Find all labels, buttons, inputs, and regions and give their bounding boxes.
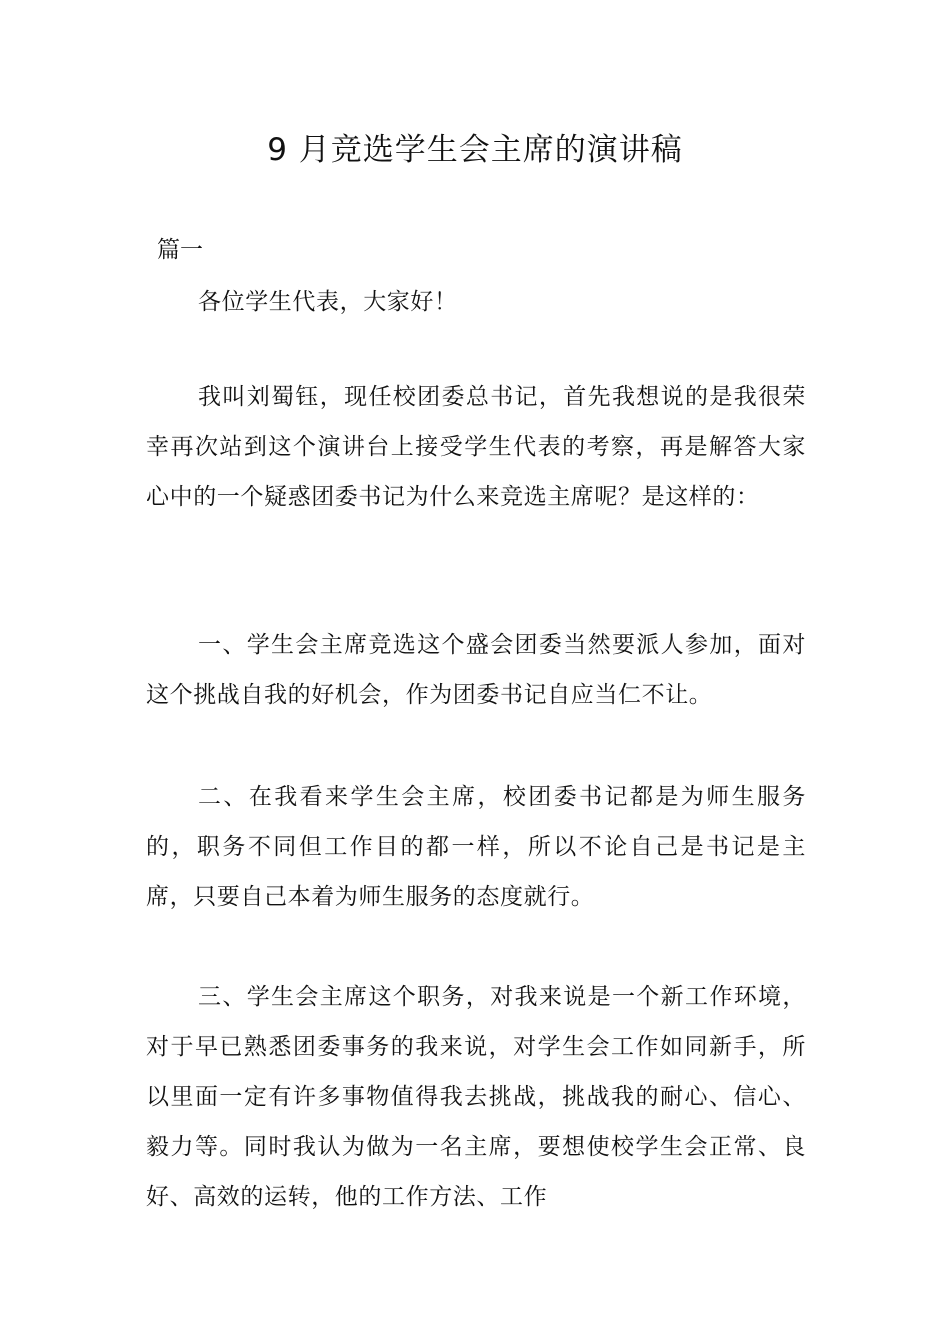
point-three-paragraph: 三、学生会主席这个职务，对我来说是一个新工作环境，对于早已熟悉团委事务的我来说，对学生会工作如同新手，所以里面一定有许多事物值得我去挑战，挑战我的耐心、信心、毅力等。同时我认为做为一名主席，要想使校学生会正常、良好、高效的运转，他的工作方法、工作 — [146, 984, 806, 1210]
document-title: 9 月竞选学生会主席的演讲稿 — [267, 132, 683, 168]
point-one-paragraph: 一、学生会主席竞选这个盛会团委当然要派人参加，面对这个挑战自我的好机会，作为团委书记自应当仁不让。 — [146, 632, 806, 708]
section-label: 篇一 — [157, 237, 203, 263]
intro-paragraph: 我叫刘蜀钰，现任校团委总书记，首先我想说的是我很荣幸再次站到这个演讲台上接受学生代表的考察，再是解答大家心中的一个疑惑团委书记为什么来竞选主席呢？是这样的： — [146, 384, 806, 510]
greeting-paragraph: 各位学生代表，大家好！ — [198, 289, 458, 315]
point-two-paragraph: 二、在我看来学生会主席，校团委书记都是为师生服务的，职务不同但工作目的都一样，所以不论自己是书记是主席，只要自己本着为师生服务的态度就行。 — [146, 784, 806, 910]
